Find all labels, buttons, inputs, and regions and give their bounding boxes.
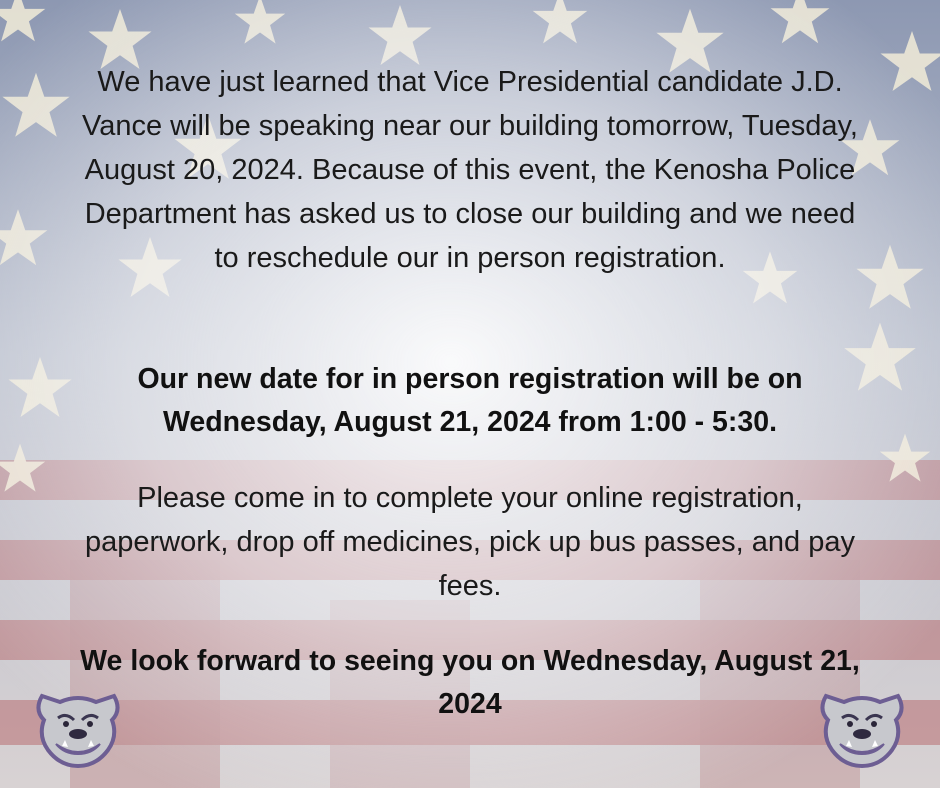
- new-date-paragraph: Our new date for in person registration will be on Wednesday, August 21, 2024 from 1:00 - 5:30.: [137, 363, 803, 438]
- bulldog-head-icon: [32, 688, 124, 768]
- announcement-paragraph: We have just learned that Vice Presidential candidate J.D. Vance will be speaking near our building tomorrow, Tuesday, August 20, 2024. Because of this event, the Kenosha Police Department has asked us to close our building and we need to reschedule our in person registration.: [82, 66, 858, 274]
- instructions-paragraph: Please come in to complete your online registration, paperwork, drop off medicines, pick up bus passes, and pay fees.: [84, 482, 855, 602]
- bulldog-head-icon: [816, 688, 908, 768]
- closing-paragraph: We look forward to seeing you on Wednesday, August 21, 2024: [80, 645, 860, 720]
